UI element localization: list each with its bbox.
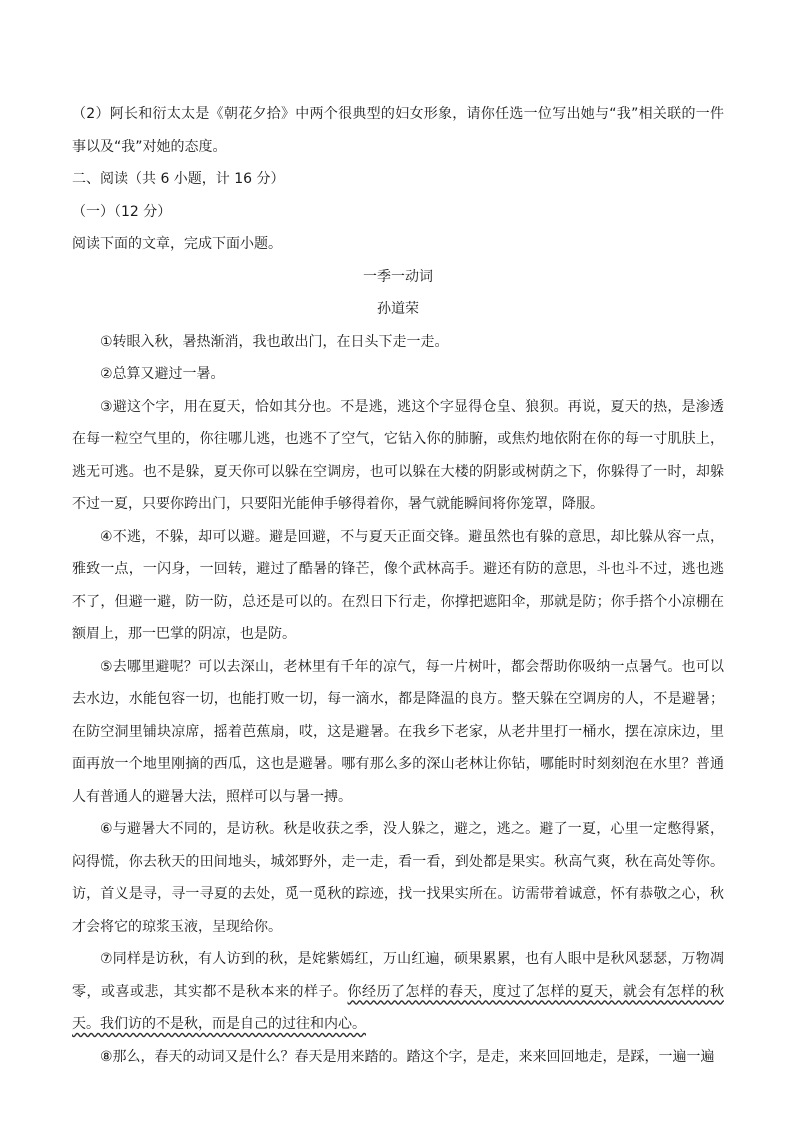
question-2-text: （2）阿长和衍太太是《朝花夕拾》中两个很典型的妇女形象，请你任选一位写出她与“我”相关联的一件事以及“我”对她的态度。 [72,106,724,155]
paragraph-6: ⑥与避暑大不同的，是访秋。秋是收获之季，没人躲之，避之，逃之。避了一夏，心里一定憋得紧，闷得慌，你去秋天的田间地头，城郊野外，走一走，看一看，到处都是果实。秋高气爽，秋在高处等你。访，首义是寻，寻一寻夏的去处，觅一觅秋的踪迹，找一找果实所在。访需带着诚意，怀有恭敬之心，秋才会将它的琼浆玉液，呈现给你。 [72,821,724,935]
article-author: 孙道荣 [377,301,419,317]
section-heading: 二、阅读（共 6 小题，计 16 分） [72,171,285,187]
section-sub-heading: （一）（12 分） [72,203,172,220]
paragraph-7-underlined-sentence: 你经历了怎样的春天，度过了怎样的夏天，就会有怎样的秋天。我们访的不是秋，而是自己的过往和内心。 [72,983,724,1032]
paragraph-7-text: ⑦同样是访秋，有人访到的秋，是姹紫嫣红，万山红遍，硕果累累，也有人眼中是秋风瑟瑟，万物凋零，或喜或悲，其实都不是秋本来的样子。 [72,951,724,1000]
reading-instruction: 阅读下面的文章，完成下面小题。 [72,236,282,252]
paragraph-7 [72,943,724,1041]
article-title: 一季一动词 [363,268,433,285]
paragraph-8: ⑧那么，春天的动词又是什么？春天是用来踏的。踏这个字，是走，来来回回地走，是踩，一遍一遍 [100,1048,715,1065]
paragraph-3: ③避这个字，用在夏天，恰如其分也。不是逃，逃这个字显得仓皇、狼狈。再说，夏天的热，是渗透在每一粒空气里的，你往哪儿逃，也逃不了空气，它钻入你的肺腑，或焦灼地依附在你的每一寸肌肤上，逃无可逃。也不是躲，夏天你可以躲在空调房，也可以躲在大楼的阴影或树荫之下，你躲得了一时，却躲不过一夏，只要你跨出门，只要阳光能伸手够得着你，暑气就能瞬间将你笼罩，降服。 [72,398,724,512]
paragraph-2: ②总算又避过一暑。 [100,366,225,382]
document-content [72,98,724,1073]
paragraph-1: ①转眼入秋，暑热渐消，我也敢出门，在日头下走一走。 [100,333,449,350]
paragraph-5: ⑤去哪里避呢？可以去深山，老林里有千年的凉气，每一片树叶，都会帮助你吸纳一点暑气。也可以去水边，水能包容一切，也能打败一切，每一滴水，都是降温的良方。整天躲在空调房的人，不是避暑；在防空洞里铺块凉席，摇着芭蕉扇，哎，这是避暑。在我乡下老家，从老井里打一桶水，摆在凉床边，里面再放一个地里刚摘的西瓜，这也是避暑。哪有那么多的深山老林让你钻，哪能时时刻刻泡在水里？普通人有普通人的避暑大法，照样可以与暑一搏。 [72,658,724,805]
paragraph-4: ④不逃，不躲，却可以避。避是回避，不与夏天正面交锋。避虽然也有躲的意思，却比躲从容一点，雅致一点，一闪身，一回转，避过了酷暑的锋芒，像个武林高手。避还有防的意思，斗也斗不过，逃也逃不了，但避一避，防一防，总还是可以的。在烈日下行走，你撑把遮阳伞，那就是防；你手搭个小凉棚在额眉上，那一巴掌的阴凉，也是防。 [72,528,724,642]
